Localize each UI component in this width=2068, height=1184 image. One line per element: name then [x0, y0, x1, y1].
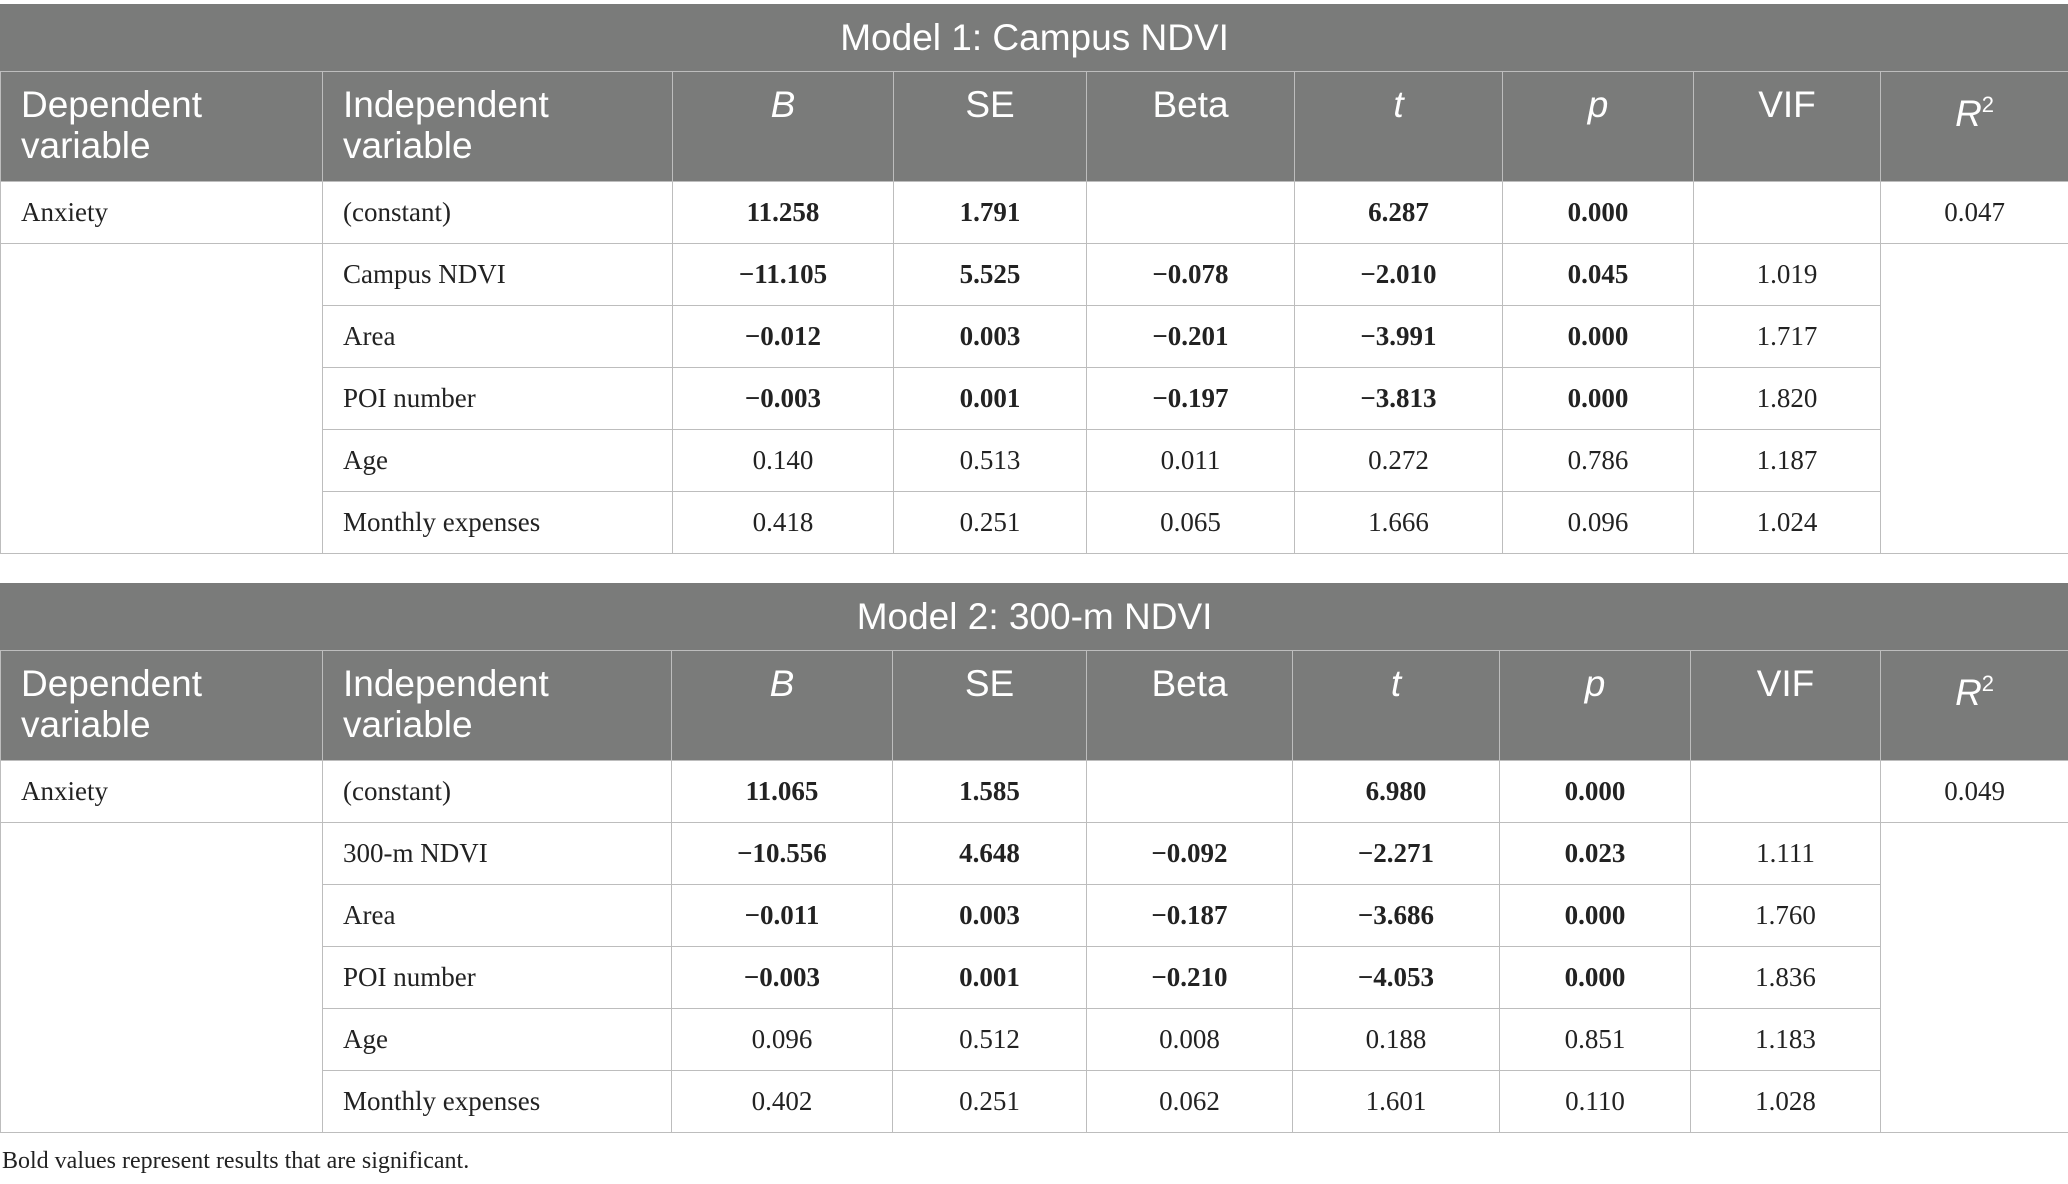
cell-se: 0.003 — [894, 306, 1087, 368]
cell-t: 6.287 — [1295, 182, 1503, 244]
cell-vif: 1.836 — [1691, 947, 1881, 1009]
cell-p: 0.110 — [1500, 1071, 1691, 1133]
dependent-variable-empty-cell — [1, 823, 323, 1133]
row-label: Monthly expenses — [323, 1071, 672, 1133]
cell-t: −4.053 — [1293, 947, 1500, 1009]
cell-vif: 1.820 — [1694, 368, 1881, 430]
cell-se: 0.001 — [893, 947, 1087, 1009]
cell-vif: 1.028 — [1691, 1071, 1881, 1133]
table-row — [1, 823, 2068, 885]
cell-t: 1.666 — [1295, 492, 1503, 554]
row-label: (constant) — [323, 761, 672, 823]
cell-se: 0.003 — [893, 885, 1087, 947]
regression-table-model-2 — [0, 583, 2068, 1133]
cell-b: 11.258 — [673, 182, 894, 244]
cell-t: −3.686 — [1293, 885, 1500, 947]
cell-b: −0.003 — [672, 947, 893, 1009]
cell-p: 0.000 — [1500, 885, 1691, 947]
header-dependent-variable: Dependent variable — [1, 72, 323, 182]
dependent-variable-empty-cell — [1, 244, 323, 554]
table-row — [1, 244, 2068, 306]
cell-vif — [1691, 761, 1881, 823]
cell-beta: −0.197 — [1087, 368, 1295, 430]
cell-beta: −0.078 — [1087, 244, 1295, 306]
cell-p: 0.000 — [1500, 947, 1691, 1009]
row-label: Area — [323, 306, 673, 368]
r-squared-cell: 0.047 — [1881, 182, 2068, 244]
row-label: Area — [323, 885, 672, 947]
cell-b: 0.402 — [672, 1071, 893, 1133]
dependent-variable-cell: Anxiety — [1, 761, 323, 823]
cell-se: 0.513 — [894, 430, 1087, 492]
cell-beta: −0.092 — [1087, 823, 1293, 885]
cell-beta: 0.008 — [1087, 1009, 1293, 1071]
row-label: POI number — [323, 368, 673, 430]
cell-se: 5.525 — [894, 244, 1087, 306]
dependent-variable-cell: Anxiety — [1, 182, 323, 244]
cell-se: 0.251 — [893, 1071, 1087, 1133]
cell-p: 0.851 — [1500, 1009, 1691, 1071]
cell-vif: 1.717 — [1694, 306, 1881, 368]
row-label: Monthly expenses — [323, 492, 673, 554]
cell-p: 0.000 — [1503, 368, 1694, 430]
header-independent-variable: Independent variable — [323, 72, 673, 182]
cell-vif: 1.760 — [1691, 885, 1881, 947]
cell-t: −2.010 — [1295, 244, 1503, 306]
cell-t: 6.980 — [1293, 761, 1500, 823]
cell-vif: 1.183 — [1691, 1009, 1881, 1071]
cell-se: 0.512 — [893, 1009, 1087, 1071]
row-label: (constant) — [323, 182, 673, 244]
cell-se: 0.251 — [894, 492, 1087, 554]
header-se: SE — [894, 72, 1087, 182]
cell-b: −0.003 — [673, 368, 894, 430]
cell-beta: −0.210 — [1087, 947, 1293, 1009]
cell-beta: 0.011 — [1087, 430, 1295, 492]
cell-se: 1.585 — [893, 761, 1087, 823]
header-t: t — [1293, 651, 1500, 761]
cell-b: 11.065 — [672, 761, 893, 823]
cell-vif: 1.019 — [1694, 244, 1881, 306]
cell-vif: 1.187 — [1694, 430, 1881, 492]
cell-beta — [1087, 761, 1293, 823]
table-title: Model 1: Campus NDVI — [1, 5, 2068, 72]
row-label: Age — [323, 1009, 672, 1071]
header-t: t — [1295, 72, 1503, 182]
table-footnote: Bold values represent results that are significant. — [2, 1148, 470, 1174]
cell-beta — [1087, 182, 1295, 244]
cell-t: 0.188 — [1293, 1009, 1500, 1071]
header-p: p — [1503, 72, 1694, 182]
row-label: Age — [323, 430, 673, 492]
header-beta: Beta — [1087, 72, 1295, 182]
cell-vif — [1694, 182, 1881, 244]
header-beta: Beta — [1087, 651, 1293, 761]
header-independent-variable: Independent variable — [323, 651, 672, 761]
cell-t: 1.601 — [1293, 1071, 1500, 1133]
row-label: POI number — [323, 947, 672, 1009]
cell-beta: −0.201 — [1087, 306, 1295, 368]
header-vif: VIF — [1691, 651, 1881, 761]
cell-t: −3.813 — [1295, 368, 1503, 430]
r-squared-cell: 0.049 — [1881, 761, 2068, 823]
table-row — [1, 182, 2068, 244]
header-b: B — [673, 72, 894, 182]
cell-t: −3.991 — [1295, 306, 1503, 368]
table-title: Model 2: 300-m NDVI — [1, 584, 2068, 651]
cell-p: 0.000 — [1500, 761, 1691, 823]
cell-p: 0.000 — [1503, 306, 1694, 368]
cell-p: 0.000 — [1503, 182, 1694, 244]
cell-se: 0.001 — [894, 368, 1087, 430]
cell-b: −0.011 — [672, 885, 893, 947]
header-p: p — [1500, 651, 1691, 761]
cell-p: 0.045 — [1503, 244, 1694, 306]
header-vif: VIF — [1694, 72, 1881, 182]
header-se: SE — [893, 651, 1087, 761]
header-b: B — [672, 651, 893, 761]
cell-b: −10.556 — [672, 823, 893, 885]
header-r-squared: $R^2$ — [1881, 651, 2068, 761]
row-label: Campus NDVI — [323, 244, 673, 306]
cell-p: 0.023 — [1500, 823, 1691, 885]
cell-p: 0.786 — [1503, 430, 1694, 492]
cell-beta: −0.187 — [1087, 885, 1293, 947]
cell-vif: 1.024 — [1694, 492, 1881, 554]
cell-b: −0.012 — [673, 306, 894, 368]
r-squared-empty-cell — [1881, 244, 2068, 554]
header-dependent-variable: Dependent variable — [1, 651, 323, 761]
cell-b: 0.418 — [673, 492, 894, 554]
cell-se: 1.791 — [894, 182, 1087, 244]
cell-vif: 1.111 — [1691, 823, 1881, 885]
r-squared-empty-cell — [1881, 823, 2068, 1133]
cell-t: 0.272 — [1295, 430, 1503, 492]
cell-se: 4.648 — [893, 823, 1087, 885]
cell-beta: 0.062 — [1087, 1071, 1293, 1133]
cell-b: 0.140 — [673, 430, 894, 492]
cell-beta: 0.065 — [1087, 492, 1295, 554]
row-label: 300-m NDVI — [323, 823, 672, 885]
cell-p: 0.096 — [1503, 492, 1694, 554]
table-row — [1, 761, 2068, 823]
regression-table-model-1 — [0, 4, 2068, 554]
cell-t: −2.271 — [1293, 823, 1500, 885]
cell-b: 0.096 — [672, 1009, 893, 1071]
cell-b: −11.105 — [673, 244, 894, 306]
header-r-squared: $R^2$ — [1881, 72, 2068, 182]
